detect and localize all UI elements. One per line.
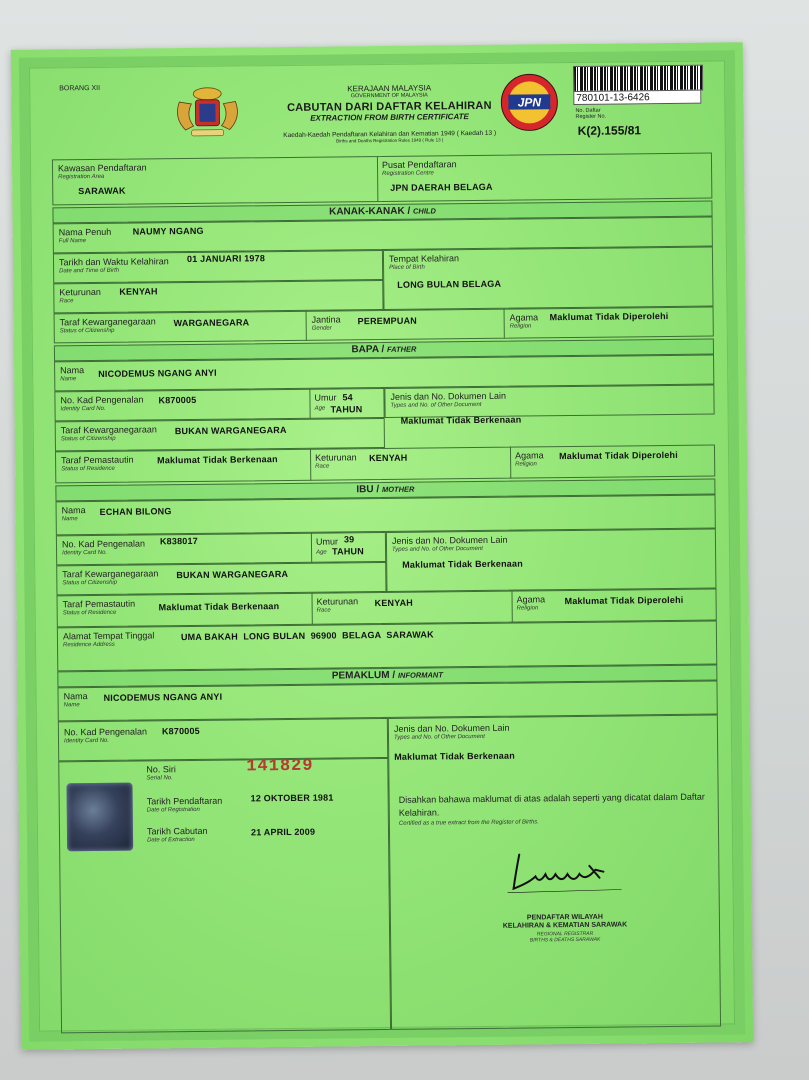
father-religion-label: Agama xyxy=(515,450,544,461)
child-gender: PEREMPUAN xyxy=(357,315,418,327)
rules-line: Kaedah-Kaedah Pendaftaran Kelahiran dan Kematian 1949 ( Kaedah 13 ) xyxy=(283,129,497,140)
informant-id: K870005 xyxy=(161,725,200,737)
child-citizenship: WARGANEGARA xyxy=(173,317,250,329)
section-mother-ms: IBU / xyxy=(356,484,380,496)
father-citizenship: BUKAN WARGANEGARA xyxy=(174,424,287,437)
document-header xyxy=(269,83,510,145)
mother-name-label-en: Name xyxy=(61,516,78,523)
father-doc-label-en: Types and No. of Other Document xyxy=(390,401,482,409)
father-residence-label: Taraf Pemastautin xyxy=(61,454,134,466)
section-father-en: FATHER xyxy=(386,344,417,354)
child-gender-label-en: Gender xyxy=(311,325,332,332)
child-name: NAUMY NGANG xyxy=(132,225,204,237)
form-number: BORANG XII xyxy=(59,84,101,93)
register-no: K(2).155/81 xyxy=(577,123,642,138)
centre-label-en: Registration Centre xyxy=(382,170,434,177)
mother-age: 39 xyxy=(343,534,355,545)
registrar-signature xyxy=(499,843,630,900)
father-name: NICODEMUS NGANG ANYI xyxy=(98,367,217,379)
informant-name-label: Nama xyxy=(63,691,88,702)
malaysia-coat-of-arms-icon xyxy=(169,81,246,142)
area-label: Kawasan Pendaftaran xyxy=(57,162,147,174)
rules-line-en: Births and Deaths Registration Rules 1949 ( Rule 13 ) xyxy=(336,137,444,144)
informant-name: NICODEMUS NGANG ANYI xyxy=(103,691,223,703)
mother-address-label-en: Residence Address xyxy=(62,641,115,649)
child-citizenship-label-en: Status of Citizenship xyxy=(59,327,115,335)
informant-doc-label: Jenis dan No. Dokumen Lain xyxy=(393,722,510,734)
mother-doc-label-en: Types and No. of Other Document xyxy=(392,545,484,553)
extract-label: Tarikh Cabutan xyxy=(146,825,208,837)
mother-age-label: Umur xyxy=(315,536,339,547)
register-no-label-en: Register No. xyxy=(575,113,607,120)
mother-doc-label: Jenis dan No. Dokumen Lain xyxy=(391,534,508,546)
mother-residence-label-en: Status of Residence xyxy=(62,609,117,617)
father-doc: Maklumat Tidak Berkenaan xyxy=(400,414,522,426)
registration-date: 12 OKTOBER 1981 xyxy=(250,792,334,804)
child-name-label: Nama Penuh xyxy=(58,226,112,238)
mother-residence: Maklumat Tidak Berkenaan xyxy=(158,601,280,613)
informant-name-label-en: Name xyxy=(63,702,80,709)
section-informant-ms: PEMAKLUM / xyxy=(331,669,396,682)
serial-label-en: Serial No. xyxy=(146,775,173,782)
mother-address-row xyxy=(57,620,717,671)
section-child-en: CHILD xyxy=(412,206,436,216)
mother-citizenship: BUKAN WARGANEGARA xyxy=(176,568,289,581)
father-age-label: Umur xyxy=(314,392,337,403)
registrar-office-en: BIRTHS & DEATHS SARAWAK xyxy=(529,936,601,944)
document-title-en: EXTRACTION FROM BIRTH CERTIFICATE xyxy=(310,112,469,123)
section-informant-en: INFORMANT xyxy=(397,670,443,680)
mother-religion: Maklumat Tidak Diperolehi xyxy=(564,594,684,607)
jpn-logo-text: JPN xyxy=(517,95,542,110)
area-value: SARAWAK xyxy=(78,185,126,197)
document-title: CABUTAN DARI DAFTAR KELAHIRAN xyxy=(287,99,492,114)
father-age: 54 xyxy=(342,392,353,403)
father-id-label-en: Identity Card No. xyxy=(60,405,106,413)
child-religion-label-en: Religion xyxy=(509,323,532,330)
father-name-label: Nama xyxy=(60,365,85,376)
child-gender-label: Jantina xyxy=(311,314,341,325)
mother-name: ECHAN BILONG xyxy=(99,506,172,517)
extraction-date: 21 APRIL 2009 xyxy=(250,826,316,838)
father-citizenship-label-en: Status of Citizenship xyxy=(60,435,116,443)
mother-name-label: Nama xyxy=(61,505,86,516)
mother-race-label: Keturunan xyxy=(316,596,359,607)
child-pob-label: Tempat Kelahiran xyxy=(388,253,460,264)
section-father-ms: BAPA / xyxy=(351,343,385,356)
certify-text: Disahkan bahawa maklumat di atas adalah seperti yang dicatat dalam Daftar Kelahiran. xyxy=(398,791,705,818)
mother-address-label: Alamat Tempat Tinggal xyxy=(62,630,155,642)
section-mother-en: MOTHER xyxy=(381,484,415,494)
child-dob-label: Tarikh dan Waktu Kelahiran xyxy=(58,256,169,268)
child-race-label-en: Race xyxy=(59,298,74,305)
father-race: KENYAH xyxy=(369,452,408,464)
ic-number: 780101-13-6426 xyxy=(573,90,701,105)
mother-address: UMA BAKAH LONG BULAN 96900 BELAGA SARAWAK xyxy=(180,629,434,643)
hologram-icon xyxy=(66,783,133,852)
father-residence-label-en: Status of Residence xyxy=(61,465,115,473)
serial-number: 141829 xyxy=(246,756,314,777)
mother-doc: Maklumat Tidak Berkenaan xyxy=(402,558,523,570)
child-religion: Maklumat Tidak Diperolehi xyxy=(549,310,669,323)
mother-race: KENYAH xyxy=(374,597,414,609)
child-citizenship-label: Taraf Kewarganegaraan xyxy=(59,316,156,328)
child-dob-label-en: Date and Time of Birth xyxy=(59,267,120,275)
father-religion-label-en: Religion xyxy=(515,461,537,468)
mother-id-label: No. Kad Pengenalan xyxy=(61,538,146,550)
mother-citizenship-label: Taraf Kewarganegaraan xyxy=(62,568,159,580)
mother-id-label-en: Identity Card No. xyxy=(62,549,108,557)
father-name-label-en: Name xyxy=(60,376,77,383)
father-id: K870005 xyxy=(158,394,197,406)
informant-doc-label-en: Types and No. of Other Document xyxy=(393,733,485,741)
mother-religion-label: Agama xyxy=(516,594,546,605)
mother-age-unit: TAHUN xyxy=(332,546,364,557)
father-residence: Maklumat Tidak Berkenaan xyxy=(157,454,278,466)
child-religion-label: Agama xyxy=(509,312,539,323)
mother-religion-label-en: Religion xyxy=(516,605,539,612)
informant-doc: Maklumat Tidak Berkenaan xyxy=(394,750,515,762)
father-race-label-en: Race xyxy=(315,463,330,470)
child-race: KENYAH xyxy=(119,286,158,297)
father-doc-label: Jenis dan No. Dokumen Lain xyxy=(390,390,507,402)
centre-value: JPN DAERAH BELAGA xyxy=(390,181,493,193)
register-no-label xyxy=(575,108,606,120)
mother-citizenship-label-en: Status of Citizenship xyxy=(62,579,118,587)
certify-text-en: Certified as a true extract from the Register of Births. xyxy=(398,819,539,827)
registrar-title: PENDAFTAR WILAYAH xyxy=(526,913,603,922)
section-child-ms: KANAK-KANAK / xyxy=(329,205,411,218)
father-race-label: Keturunan xyxy=(315,452,357,463)
father-citizenship-label: Taraf Kewarganegaraan xyxy=(60,424,157,436)
birth-certificate xyxy=(11,42,753,1050)
child-dob: 01 JANUARI 1978 xyxy=(186,253,266,265)
informant-id-label-en: Identity Card No. xyxy=(63,737,110,745)
child-pob: LONG BULAN BELAGA xyxy=(397,278,502,290)
father-age-label-en: Age xyxy=(314,405,326,412)
area-label-en: Registration Area xyxy=(58,173,105,181)
informant-id-label: No. Kad Pengenalan xyxy=(63,726,148,738)
extract-label-en: Date of Extraction xyxy=(147,836,195,844)
father-religion: Maklumat Tidak Diperolehi xyxy=(559,449,678,462)
mother-residence-label: Taraf Pemastautin xyxy=(62,598,136,610)
mother-id: K838017 xyxy=(159,535,198,547)
serial-label: No. Siri xyxy=(146,764,176,775)
barcode xyxy=(573,65,703,92)
child-name-label-en: Full Name xyxy=(58,238,87,245)
government-line: KERAJAAN MALAYSIA xyxy=(347,83,432,94)
child-race-row xyxy=(53,280,383,313)
regdate-label: Tarikh Pendaftaran xyxy=(146,795,223,807)
regdate-label-en: Date of Registration xyxy=(146,806,200,814)
father-id-label: No. Kad Pengenalan xyxy=(60,394,144,406)
registrar-title-en: REGIONAL REGISTRAR xyxy=(536,930,594,938)
register-no-label-ms: No. Daftar xyxy=(575,107,601,114)
certificate-form xyxy=(52,153,712,944)
registrar-office: KELAHIRAN & KEMATIAN SARAWAK xyxy=(502,921,628,930)
government-line-en: GOVERNMENT OF MALAYSIA xyxy=(350,92,428,100)
child-pob-label-en: Place of Birth xyxy=(389,264,425,271)
mother-age-label-en: Age xyxy=(316,549,327,556)
jpn-logo-icon xyxy=(499,72,560,133)
child-race-label: Keturunan xyxy=(59,286,101,298)
father-age-unit: TAHUN xyxy=(330,404,363,415)
mother-race-label-en: Race xyxy=(316,607,331,614)
centre-label: Pusat Pendaftaran xyxy=(381,159,457,170)
